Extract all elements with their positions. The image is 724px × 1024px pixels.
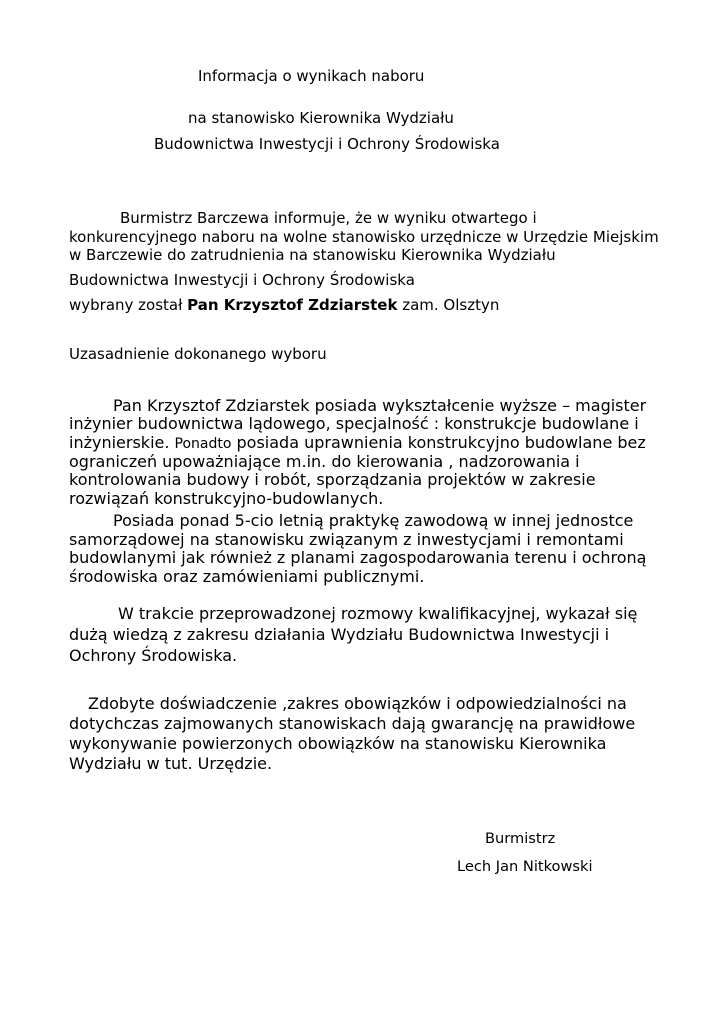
p4-line-2: dotychczas zajmowanych stanowiskach dają gwarancję na prawidłowe bbox=[69, 714, 636, 733]
p4-line-4: Wydziału w tut. Urzędzie. bbox=[69, 754, 273, 773]
p1-line-2: inżynier budownictwa lądowego, specjalność : konstrukcje budowlane i bbox=[69, 414, 639, 433]
p4-line-1: Zdobyte doświadczenie ,zakres obowiązków i odpowiedzialności na bbox=[88, 694, 627, 713]
intro-line-1: Burmistrz Barczewa informuje, że w wyniku otwartego i bbox=[120, 209, 537, 227]
p3-line-3: Ochrony Środowiska. bbox=[69, 646, 238, 665]
header-position: na stanowisko Kierownika Wydziału bbox=[188, 109, 454, 127]
p2-line-2: samorządowej na stanowisku związanym z inwestycjami i remontami bbox=[69, 530, 624, 549]
p1-line-6: rozwiązań konstrukcyjno-budowlanych. bbox=[69, 489, 384, 508]
p1-line-3-a: inżynierskie. bbox=[69, 433, 175, 452]
p1-line-3-b: Ponadto bbox=[174, 436, 232, 452]
p1-line-4: ograniczeń upoważniające m.in. do kierowania , nadzorowania i bbox=[69, 452, 580, 471]
header-title: Informacja o wynikach naboru bbox=[198, 67, 425, 85]
selected-candidate-name: Pan Krzysztof Zdziarstek bbox=[187, 296, 398, 314]
selected-prefix: wybrany został bbox=[69, 296, 188, 314]
p2-line-4: środowiska oraz zamówieniami publicznymi. bbox=[69, 567, 425, 586]
signature-title: Burmistrz bbox=[485, 830, 556, 847]
header-department: Budownictwa Inwestycji i Ochrony Środowiska bbox=[154, 135, 500, 153]
p1-line-3 bbox=[69, 433, 646, 452]
intro-line-4: Budownictwa Inwestycji i Ochrony Środowiska bbox=[69, 271, 415, 289]
intro-line-2: konkurencyjnego naboru na wolne stanowisko urzędnicze w Urzędzie Miejskim bbox=[69, 228, 659, 246]
p2-line-1: Posiada ponad 5-cio letnią praktykę zawodową w innej jednostce bbox=[113, 511, 634, 530]
p3-line-1: W trakcie przeprowadzonej rozmowy kwalifikacyjnej, wykazał się bbox=[118, 604, 638, 623]
p2-line-3: budowlanymi jak również z planami zagospodarowania terenu i ochroną bbox=[69, 548, 647, 567]
intro-line-5 bbox=[69, 296, 499, 314]
p4-line-3: wykonywanie powierzonych obowiązków na stanowisku Kierownika bbox=[69, 734, 607, 753]
signature-name: Lech Jan Nitkowski bbox=[457, 858, 593, 875]
intro-line-3: w Barczewie do zatrudnienia na stanowisku Kierownika Wydziału bbox=[69, 246, 556, 264]
p1-line-3-c: posiada uprawnienia konstrukcyjno budowlane bez bbox=[231, 433, 646, 452]
justification-heading: Uzasadnienie dokonanego wyboru bbox=[69, 345, 327, 363]
selected-suffix: zam. Olsztyn bbox=[397, 296, 500, 314]
p1-line-1: Pan Krzysztof Zdziarstek posiada wykształcenie wyższe – magister bbox=[113, 396, 647, 415]
p3-line-2: dużą wiedzą z zakresu działania Wydziału Budownictwa Inwestycji i bbox=[69, 625, 610, 644]
p1-line-5: kontrolowania budowy i robót, sporządzania projektów w zakresie bbox=[69, 470, 596, 489]
